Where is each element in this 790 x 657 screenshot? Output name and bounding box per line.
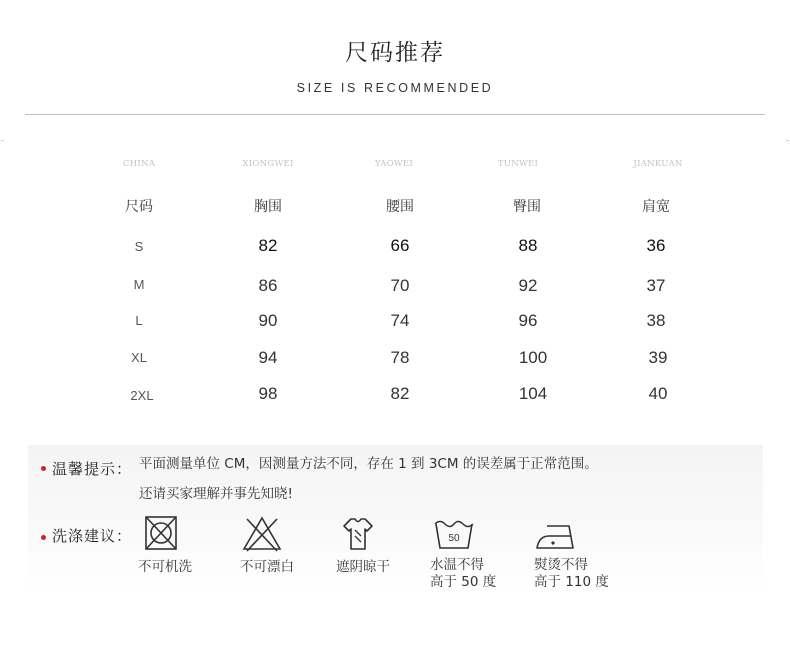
- table-cell-shoulder: 38: [646, 311, 666, 330]
- no-machine-wash-icon: [143, 514, 179, 552]
- shade-dry-icon: [341, 516, 375, 552]
- table-cell-bust: 90: [258, 311, 278, 330]
- table-cell-shoulder: 40: [648, 384, 668, 403]
- caption-iron-temp-line-1: 熨烫不得: [534, 557, 588, 573]
- caption-iron-temp-line-2: 高于 110 度: [534, 574, 609, 590]
- pinyin-header-waist: YAOWEI: [374, 159, 414, 169]
- table-cell-hip: 104: [518, 384, 548, 403]
- table-cell-hip: 92: [518, 276, 538, 295]
- table-cell-bust: 82: [258, 236, 278, 255]
- caption-wash-temp: [430, 557, 496, 591]
- wash-temperature-text: 50: [448, 533, 460, 544]
- caption-shade-dry: 遮阴晾干: [336, 559, 390, 575]
- table-cell-waist: 66: [390, 236, 410, 255]
- care-bullet: [41, 535, 46, 540]
- notice-line-2: 还请买家理解并事先知晓!: [139, 486, 293, 502]
- table-cell-size: XL: [131, 350, 147, 365]
- table-cell-size: 2XL: [130, 388, 154, 403]
- caption-wash-temp-line-1: 水温不得: [430, 557, 484, 573]
- care-label: 洗涤建议：: [52, 527, 133, 545]
- table-cell-hip: 96: [518, 311, 538, 330]
- header-shoulder: 肩宽: [642, 199, 670, 215]
- table-cell-size: L: [135, 313, 143, 328]
- pinyin-header-shoulder: JIANKUAN: [633, 159, 683, 169]
- wash-50-icon: [432, 516, 476, 552]
- table-cell-shoulder: 39: [648, 348, 668, 367]
- header-bust: 胸围: [254, 199, 282, 215]
- table-cell-bust: 98: [258, 384, 278, 403]
- caption-no-machine-wash: 不可机洗: [138, 559, 192, 575]
- table-cell-size: M: [133, 277, 145, 292]
- pinyin-header-bust: XIONGWEI: [242, 159, 294, 169]
- table-cell-waist: 70: [390, 276, 410, 295]
- page-title: 尺码推荐: [345, 40, 445, 66]
- caption-iron-temp: [534, 557, 609, 591]
- header-waist: 腰围: [386, 199, 414, 215]
- iron-icon: [533, 520, 579, 552]
- pinyin-header-hip: TUNWEI: [497, 159, 539, 169]
- caption-no-bleach: 不可漂白: [240, 559, 294, 575]
- table-cell-hip: 100: [518, 348, 548, 367]
- header-size: 尺码: [125, 199, 153, 215]
- table-cell-waist: 78: [390, 348, 410, 367]
- notice-line-1: 平面测量单位 CM，因测量方法不同，存在 1 到 3CM 的误差属于正常范围。: [139, 456, 598, 472]
- table-cell-size: S: [134, 239, 144, 254]
- caption-wash-temp-line-2: 高于 50 度: [430, 574, 497, 590]
- table-cell-waist: 74: [390, 311, 410, 330]
- pinyin-header-size: CHINA: [122, 159, 156, 169]
- table-cell-shoulder: 37: [646, 276, 666, 295]
- table-cell-bust: 94: [258, 348, 278, 367]
- header-hip: 臀围: [513, 199, 541, 215]
- notice-bullet: [41, 466, 46, 471]
- table-cell-waist: 82: [390, 384, 410, 403]
- page-subtitle: SIZE IS RECOMMENDED: [296, 81, 494, 95]
- no-bleach-icon: [241, 515, 283, 553]
- table-cell-bust: 86: [258, 276, 278, 295]
- table-cell-hip: 88: [518, 236, 538, 255]
- table-cell-shoulder: 36: [646, 236, 666, 255]
- notice-label: 温馨提示：: [52, 460, 133, 478]
